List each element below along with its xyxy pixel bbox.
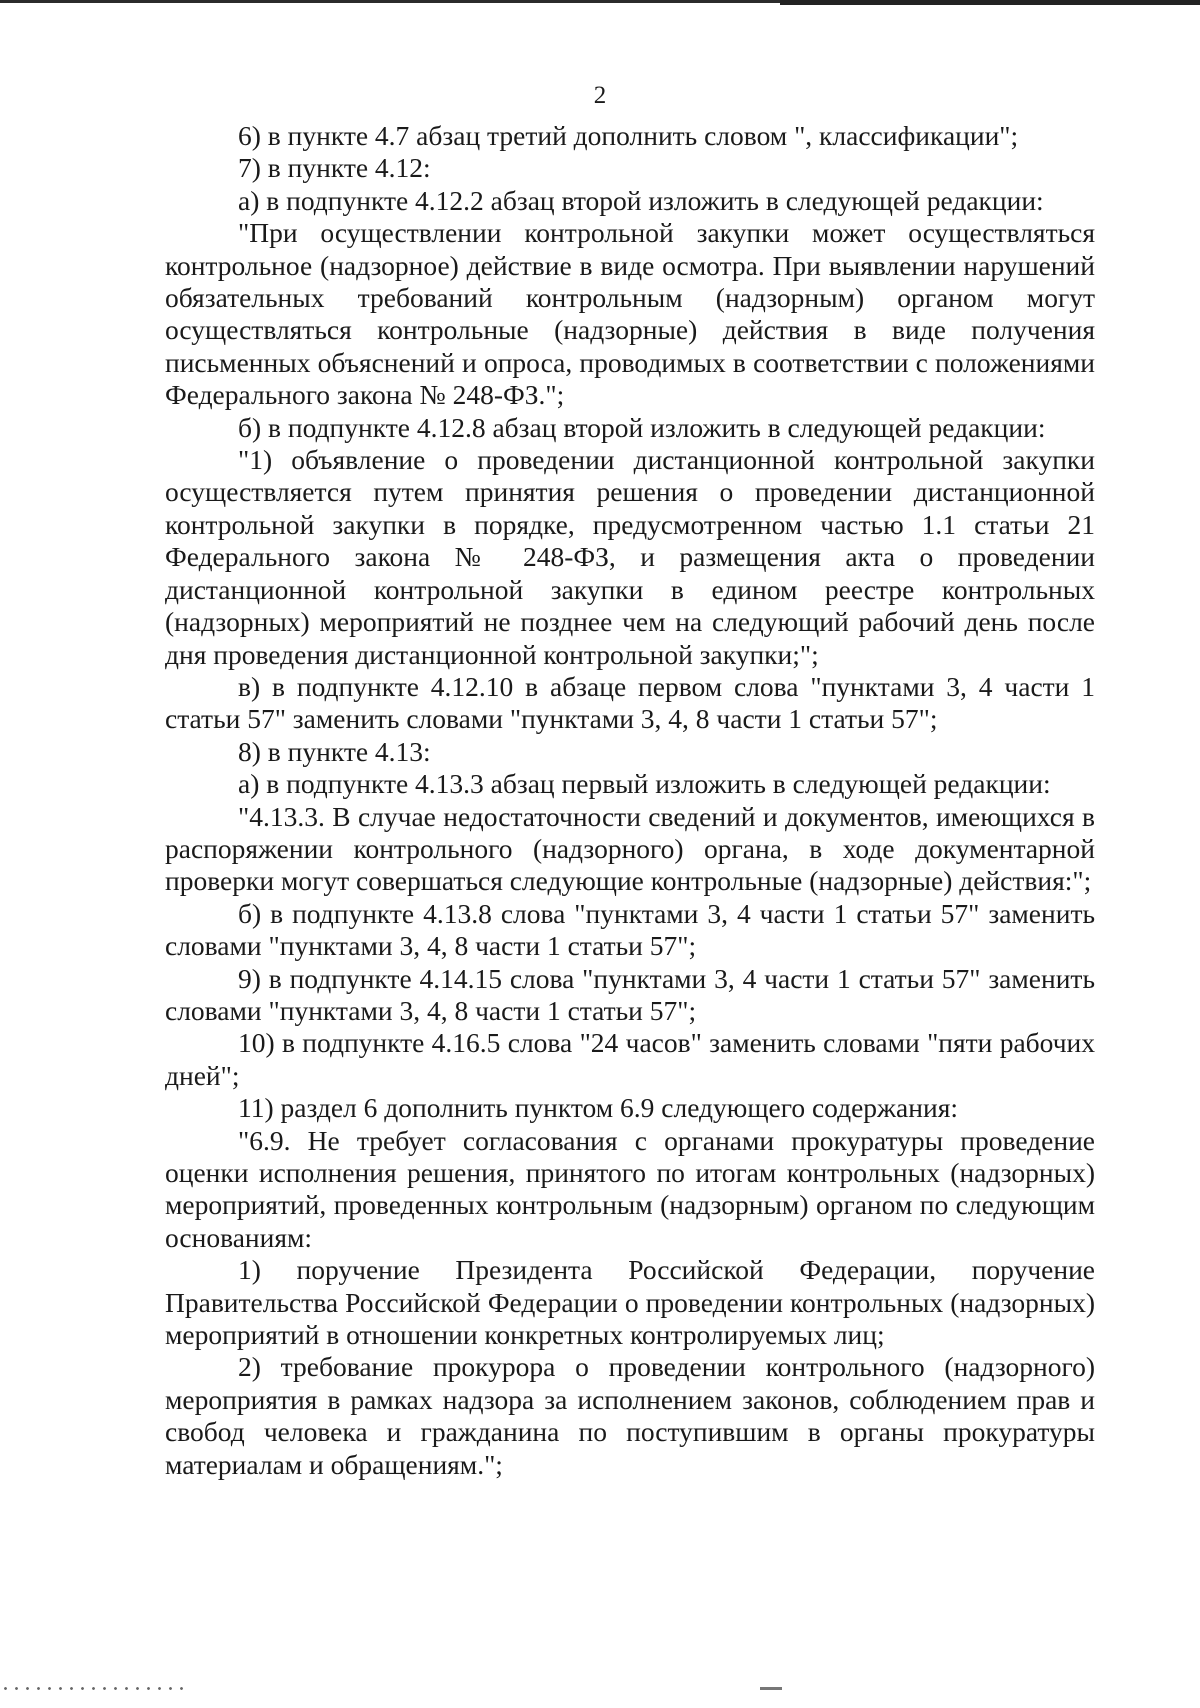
document-body <box>165 120 1095 1481</box>
scan-bottom-artifact <box>0 1687 190 1690</box>
page-number: 2 <box>593 82 607 109</box>
paragraph: 6) в пункте 4.7 абзац третий дополнить словом ", классификации"; <box>238 120 1019 151</box>
scan-top-edge-shadow <box>780 0 1200 5</box>
paragraph: 10) в подпункте 4.16.5 слова "24 часов" заменить словами "пяти рабочих дней"; <box>165 1027 1095 1091</box>
paragraph: в) в подпункте 4.12.10 в абзаце первом слова "пунктами 3, 4 части 1 статьи 57" заменить словами "пунктами 3, 4, 8 части 1 статьи 57"; <box>165 670 1095 735</box>
paragraph: 9) в подпункте 4.14.15 слова "пунктами 3, 4 части 1 статьи 57" заменить словами "пунктами 3, 4, 8 части 1 статьи 57"; <box>165 962 1095 1026</box>
paragraph: 7) в пункте 4.12: <box>238 152 431 184</box>
paragraph: а) в подпункте 4.12.2 абзац второй изложить в следующей редакции: <box>238 184 1044 216</box>
paragraph: б) в подпункте 4.13.8 слова "пунктами 3, 4 части 1 статьи 57" заменить словами "пунктами 3, 4, 8 части 1 статьи 57"; <box>165 897 1095 962</box>
paragraph: 1) поручение Президента Российской Федерации, поручение Правительства Российской Федерации о проведении контрольных (надзорных) мероприятий в отношении конкретных контролируемых лиц; <box>165 1254 1095 1351</box>
paragraph: а) в подпункте 4.13.3 абзац первый изложить в следующей редакции: <box>238 768 1051 800</box>
scan-bottom-mark <box>760 1687 782 1690</box>
paragraph: "1) объявление о проведении дистанционной контрольной закупки осуществляется путем принятия решения о проведении дистанционной контрольной закупки в порядке, предусмотренном частью 1.1 статьи 21 Федерального закона № 248-ФЗ, и размещения акта о проведении дистанционной контрольной закупки в едином реестре контрольных (надзорных) мероприятий не позднее чем на следующий рабочий день после дня проведения дистанционной контрольной закупки;"; <box>165 444 1095 670</box>
paragraph: 11) раздел 6 дополнить пунктом 6.9 следующего содержания: <box>238 1092 958 1124</box>
paragraph: 2) требование прокурора о проведении контрольного (надзорного) мероприятия в рамках надзора за исполнением законов, соблюдением прав и свобод человека и гражданина по поступившим в органы прокуратуры материалам и обращениям."; <box>165 1351 1095 1480</box>
paragraph: "4.13.3. В случае недостаточности сведений и документов, имеющихся в распоряжении контрольного (надзорного) органа, в ходе документарной проверки могут совершаться следующие контрольные (надзорные) действия:"; <box>165 800 1095 897</box>
paragraph: б) в подпункте 4.12.8 абзац второй изложить в следующей редакции: <box>238 411 1046 443</box>
paragraph: "При осуществлении контрольной закупки может осуществляться контрольное (надзорное) действие в виде осмотра. При выявлении нарушений обязательных требований контрольным (надзорным) органом могут осуществляться контрольные (надзорные) действия в виде получения письменных объяснений и опроса, проводимых в соответствии с положениями Федерального закона № 248-ФЗ."; <box>165 217 1095 411</box>
paragraph: "6.9. Не требует согласования с органами прокуратуры проведение оценки исполнения решения, принятого по итогам контрольных (надзорных) мероприятий, проведенных контрольным (надзорным) органом по следующим основаниям: <box>165 1124 1095 1253</box>
paragraph: 8) в пункте 4.13: <box>238 735 431 767</box>
